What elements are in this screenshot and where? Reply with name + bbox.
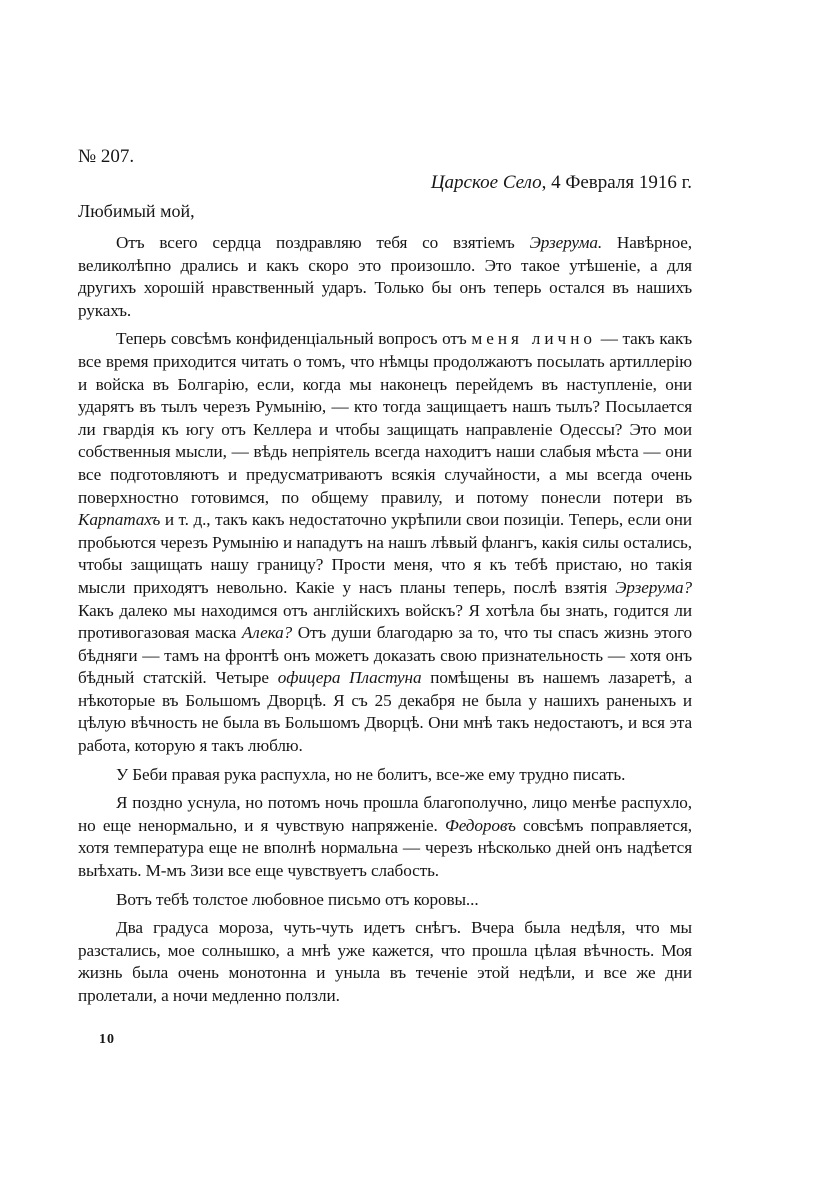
place-name-erzerum: Эрзерума. bbox=[529, 233, 603, 252]
salutation: Любимый мой, bbox=[78, 201, 195, 221]
place-date bbox=[78, 172, 692, 194]
officers-plastun: офицера Пластуна bbox=[277, 668, 422, 688]
person-name-fedorov: Федоровъ bbox=[444, 815, 516, 835]
letter-place: Царское Село bbox=[430, 172, 542, 193]
place-name-karpaty: Карпатахъ bbox=[78, 510, 161, 530]
letter-body bbox=[78, 232, 692, 1008]
paragraph-3: У Беби правая рука распухла, но не болитъ, все-же ему трудно писать. bbox=[116, 764, 626, 784]
letter-date: , 4 Февраля 1916 г. bbox=[541, 172, 692, 193]
person-name-alek: Алека? bbox=[241, 623, 293, 643]
place-name-erzerum-2: Эрзерума? bbox=[615, 577, 692, 597]
paragraph-4: Я поздно уснула, но потомъ ночь прошла благополучно, лицо менѣе распухло, но еще ненормально, и я чувствую напряженіе. Федоровъ совсѣмъ поправляется, хотя температура еще не вполнѣ нормальна — черезъ нѣсколько дней онъ надѣется выѣхать. М-мъ Зизи все еще чувствуетъ слабость. bbox=[78, 793, 692, 881]
letter-number: № 207. bbox=[78, 146, 135, 167]
spaced-emphasis: меня лично bbox=[471, 329, 596, 349]
page-number: 10 bbox=[99, 1032, 115, 1047]
paragraph-1: Отъ всего сердца поздравляю тебя со взятіемъ Эрзерума. Навѣрное, великолѣпно дрались и какъ скоро это произошло. Это такое утѣшеніе, а для другихъ хорошій нравственный ударъ. Только бы онъ теперь остался въ нашихъ рукахъ. bbox=[78, 233, 693, 320]
paragraph-5: Вотъ тебѣ толстое любовное письмо отъ коровы... bbox=[116, 889, 479, 909]
paragraph-2: Теперь совсѣмъ конфиденціальный вопросъ отъ меня лично — такъ какъ все время приходится читать о томъ, что нѣмцы продолжаютъ посылать артиллерію и войска въ Болгарію, если, когда мы наконецъ перейдемъ въ наступленіе, они ударятъ въ тылъ черезъ Румынію, — кто тогда защищаетъ нашъ тылъ? Посылается ли гвардія къ югу отъ Келлера и чтобы защищать направленіе Одессы? Это мои собственныя мысли, — вѣдь непріятель всегда находитъ наши слабыя мѣста — они все подготовляютъ и предусматриваютъ всякія случайности, а мы всегда очень поверхностно готовимся, по общему правилу, и потому понесли потери въ Карпатахъ и т. д., такъ какъ недостаточно укрѣпили свои позиціи. Теперь, если они пробьются черезъ Румынію и нападутъ на нашъ лѣвый флангъ, какія силы остались, чтобы защищать нашу границу? Прости меня, что я къ тебѣ пристаю, но такія мысли приходятъ невольно. Какіе у насъ планы теперь, послѣ взятія Эрзерума? Какъ далеко мы находимся отъ англійскихъ войскъ? Я хотѣла бы знать, годится ли противогазовая маска Алека? Отъ души благодарю за то, что ты спасъ жизнь этого бѣдняги — тамъ на фронтѣ онъ можетъ доказать свою признательность — хотя онъ бѣдный статскій. Четыре офицера Пластуна помѣщены въ нашемъ лазаретѣ, а нѣкоторые въ Большомъ Дворцѣ. Я съ 25 декабря не была у нашихъ раненыхъ и цѣлую вѣчность не была въ Большомъ Дворцѣ. Они мнѣ такъ недостаютъ, и вся эта работа, которую я такъ люблю. bbox=[78, 329, 693, 756]
letter-page bbox=[78, 146, 692, 1014]
paragraph-6: Два градуса мороза, чуть-чуть идетъ снѣгъ. Вчера была недѣля, что мы разстались, мое солнышко, а мнѣ уже кажется, что прошла цѣлая вѣчность. Моя жизнь была очень монотонна и уныла въ теченіе этой недѣли, и все же дни пролетали, а ночи медленно ползли. bbox=[78, 918, 692, 1005]
